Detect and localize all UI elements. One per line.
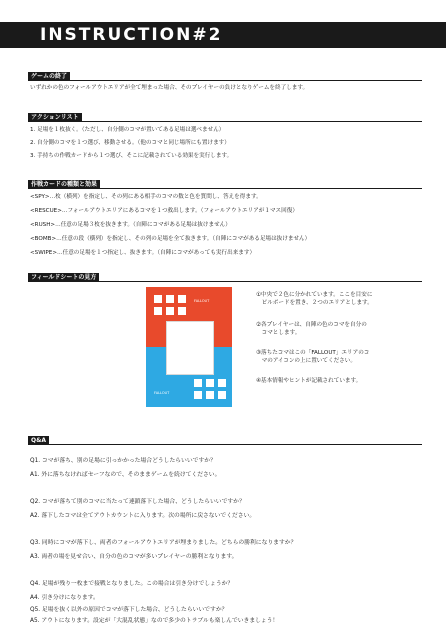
page-title: INSTRUCTION#2 [40, 25, 223, 45]
piece-icon [218, 391, 226, 399]
section-qa-heading: Q&A [28, 436, 49, 445]
piece-icon [206, 391, 214, 399]
divider [28, 444, 422, 445]
qa-question: Q2. コマが落ちて別のコマに当たって連鎖落下した場合、どうしたらいいですか？ [30, 499, 245, 505]
field-note: ③落ちたコマはこの「FALLOUT」エリアのコ [256, 350, 370, 356]
fallout-label-bottom: FALLOUT [154, 391, 170, 395]
qa-question: Q1. コマが落ち、別の足場に引っかかった場合どうしたらいいですか？ [30, 458, 216, 464]
piece-icon [194, 379, 202, 387]
field-sheet-image [146, 287, 232, 407]
section-game-end-heading: ゲームの終了 [28, 72, 70, 81]
card-item: <SPY>…枚（横列）を指定し、その列にある相手のコマの数と色を質問し、答えを得ます。 [30, 194, 262, 200]
qa-question: Q5. 足場を抜く以外の原因でコマが落下した場合、どうしたらいいですか？ [30, 607, 228, 613]
qa-answer: A1. 外に落ちなければセーフなので、そのままゲームを続けてください。 [30, 472, 221, 478]
field-note: コマとします。 [256, 330, 301, 336]
piece-icon [166, 307, 174, 315]
qa-answer: A3. 両者の場を見せ合い、自分の色のコマが多いプレイヤーの勝利となります。 [30, 554, 238, 560]
piece-icon [178, 295, 186, 303]
qa-answer: A4. 引き分けになります。 [30, 595, 99, 601]
section-actions-heading: アクションリスト [28, 113, 82, 122]
action-item: 1. 足場を１枚抜く。（ただし、自分側のコマが置いてある足場は選べません） [30, 127, 225, 133]
piece-icon [218, 379, 226, 387]
fallout-label-top: FALLOUT [194, 299, 210, 303]
piece-icon [206, 379, 214, 387]
piece-icon [154, 295, 162, 303]
field-note: ④基本情報やヒントが記載されています。 [256, 378, 362, 384]
field-note: ①中央で２色に分かれています。ここを目安に [256, 292, 373, 298]
divider [28, 121, 422, 122]
section-field-heading: フィールドシートの見方 [28, 273, 99, 282]
card-item: <SWIPE>…任意の足場を１つ指定し、抜きます。（自陣にコマがあっても実行出来ます） [30, 250, 256, 256]
field-note: ②各プレイヤーは、自陣の色のコマを自分の [256, 322, 367, 328]
piece-icon [194, 391, 202, 399]
card-item: <BOMB>…任意の段（横列）を指定し、その列の足場を全て抜きます。（自陣にコマがある足場は抜けません） [30, 236, 311, 242]
qa-question: Q3. 同時にコマが落下し、両者のフォールアウトエリアが埋まりました。どちらの勝利になりますか？ [30, 540, 297, 546]
section-cards-heading: 作戦カードの種類と効果 [28, 180, 100, 189]
card-item: <RUSH>…任意の足場３枚を抜きます。（自陣にコマがある足場は抜けません） [30, 222, 231, 228]
board-outline [166, 321, 214, 375]
action-item: 3. 手持ちの作戦カードから１つ選び、そこに記載されている効果を実行します。 [30, 153, 233, 159]
qa-question: Q4. 足場が残り一枚まで接戦となりました。この場合は引き分けでしょうか？ [30, 581, 234, 587]
divider [28, 281, 422, 282]
action-item: 2. 自分側のコマを１つ選び、移動させる。（他のコマと同じ場所にも置けます） [30, 140, 230, 146]
game-end-text: いずれかの色のフォールアウトエリアが全て埋まった場合、そのプレイヤーの負けとなりゲームを終了します。 [30, 85, 309, 91]
field-note: マのアイコンの上に置いてください。 [256, 358, 356, 364]
qa-answer: A5. アウトになります。設定が「大混乱状態」なので多少のトラブルも楽しんでいきましょう！ [30, 618, 279, 624]
qa-answer: A2. 落下したコマは全てアウトカウントに入ります。次の場所に戻さないでください。 [30, 513, 256, 519]
piece-icon [166, 295, 174, 303]
title-banner [0, 22, 446, 48]
card-item: <RESCUE>…フォールアウトエリアにあるコマを１つ救出します。（フォールアウトエリアが１マス回復） [30, 208, 298, 214]
divider [28, 188, 422, 189]
piece-icon [154, 307, 162, 315]
piece-icon [178, 307, 186, 315]
divider [28, 80, 422, 81]
field-note: ピルボードを置き、２つのエリアとします。 [256, 300, 373, 306]
